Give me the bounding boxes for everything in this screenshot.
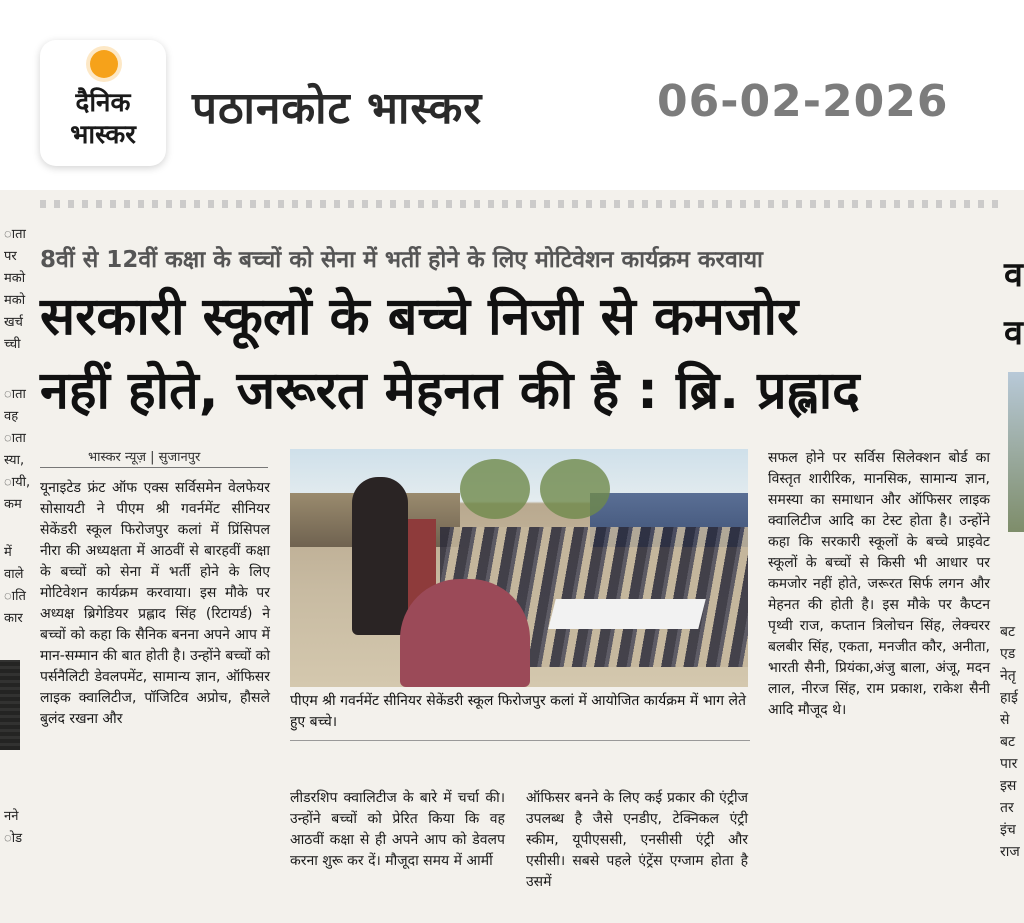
left-fragment: वाले <box>4 567 24 582</box>
article-kicker: 8वीं से 12वीं कक्षा के बच्चों को सेना में भर्ती होने के लिए मोटिवेशन कार्यक्रम करवाया <box>40 247 763 273</box>
article-photo <box>290 449 748 687</box>
right-fragment: नेतृ <box>1000 668 1016 684</box>
left-fragment: मको <box>4 271 26 286</box>
left-fragment: ोड <box>4 831 23 846</box>
article-column-3: ऑफिसर बनने के लिए कई प्रकार की एंट्रीज उपलब्ध है जैसे एनडीए, टेक्निकल एंट्री स्कीम, यूपीएससी, एनसीसी एंट्री और एसीसी। सबसे पहले एंट्रेंस एग्जाम होता है उसमें <box>526 790 748 890</box>
left-fragment: ायी, <box>4 475 31 490</box>
right-headline-fragment: व <box>1004 313 1023 353</box>
left-fragment: मको <box>4 293 26 308</box>
right-fragment: राज <box>1000 844 1020 860</box>
headline-line: नहीं होते, जरूरत मेहनत की है : ब्रि. प्रह्लाद <box>40 361 860 421</box>
article-column-4: सफल होने पर सर्विस सिलेक्शन बोर्ड का विस्तृत शारीरिक, मानसिक, सामान्य ज्ञान, समस्या का समाधान और ऑफिसर लाइक क्वालिटीज आदि का टेस्ट होता है। उन्होंने कहा कि सरकारी स्कूलों के बच्चे प्राइवेट स्कूलों के बच्चों से किसी भी आधार पर कमजोर नहीं होते, जरूरत सिर्फ लगन और मेहनत की होती है। इस मौके पर कैप्टन पृथ्वी राज, कप्तान त्रिलोचन सिंह, लेक्चरर बलबीर सिंह, एकता, मनजीत कौर, अनीता, भारती सैनी, प्रियंका,अंजु बाला, अंजू, मदन लाल, नीरज सिंह, राम प्रकाश, राकेश सैनी आदि मौजूद थे। <box>768 450 990 718</box>
left-fragment: स्या, <box>4 453 25 468</box>
top-cut-text-strip <box>40 200 1000 208</box>
left-fragment: नने <box>4 809 19 824</box>
dainik-bhaskar-logo[interactable] <box>40 40 166 166</box>
left-fragment: पर <box>4 249 17 264</box>
photo-seated-person <box>400 579 530 687</box>
right-adjacent-photo <box>1008 372 1024 532</box>
right-fragment: इंच <box>1000 822 1016 838</box>
left-fragment: वह <box>4 409 19 424</box>
right-fragment: तर <box>1000 800 1014 816</box>
right-fragment: पार <box>1000 756 1018 772</box>
left-fragment: च्ची <box>4 337 21 352</box>
edition-date: 06-02-2026 <box>657 76 949 127</box>
left-fragment: ाता <box>4 431 26 446</box>
photo-caption: पीएम श्री गवर्नमेंट सीनियर सेकेंडरी स्कूल फिरोजपुर कलां में आयोजित कार्यक्रम में भाग लेते हुए बच्चे। <box>290 693 746 730</box>
right-fragment: बट <box>1000 734 1016 750</box>
left-adjacent-column <box>0 224 30 923</box>
news-clipping <box>0 190 1024 923</box>
left-fragment: खर्च <box>4 315 23 330</box>
photo-table <box>548 599 705 629</box>
divider <box>290 740 750 741</box>
headline-line: सरकारी स्कूलों के बच्चे निजी से कमजोर <box>40 287 799 347</box>
logo-line2: भास्कर <box>70 120 136 150</box>
photo-speaker <box>352 477 408 635</box>
sun-icon <box>90 50 118 78</box>
left-fragment: में <box>4 545 12 560</box>
article-byline: भास्कर न्यूज़ | सुजानपुर <box>88 450 201 465</box>
left-fragment: कार <box>4 611 23 626</box>
right-fragment: इस <box>1000 778 1017 794</box>
left-fragment: ाता <box>4 387 26 402</box>
article-headline <box>40 280 970 428</box>
left-fragment: कम <box>4 497 22 512</box>
divider <box>40 467 268 468</box>
right-fragment: बट <box>1000 624 1016 640</box>
right-fragment: हाई <box>1000 690 1018 706</box>
left-fragment: ाता <box>4 227 26 242</box>
header <box>0 0 1024 185</box>
article-column-1: यूनाइटेड फ्रंट ऑफ एक्स सर्विसमेन वेलफेयर सोसायटी ने पीएम श्री गवर्नमेंट सीनियर सेकेंडरी स्कूल फिरोजपुर कलां में प्रिंसिपल नीरा की अध्यक्षता में आठवीं से बारहवीं कक्षा के बच्चों को सेना में भर्ती होने के लिए मोटिवेशन कार्यक्रम करवाया। इस मौके पर अध्यक्ष ब्रिगेडियर प्रह्लाद सिंह (रिटायर्ड) ने बच्चों को कहा कि सैनिक बनना अपने आप में मान-सम्मान की बात होती है। उन्होंने बच्चों को पर्सनैलिटी डेवलपमेंट, सामान्य ज्ञान, ऑफिसर लाइक क्वालिटीज, पॉजिटिव अप्रोच, हौसले बुलंद रखना और <box>40 480 270 727</box>
right-headline-fragment: व <box>1004 255 1023 295</box>
photo-tree <box>460 459 530 519</box>
right-fragment: से <box>1000 712 1010 728</box>
left-fragment: ाति <box>4 589 26 604</box>
article-column-2: लीडरशिप क्वालिटीज के बारे में चर्चा की। उन्होंने बच्चों को प्रेरित किया कि वह आठवीं कक्षा से ही अपने आप को डेवलप करना शुरू कर दें। मौजूदा समय में आर्मी <box>290 790 505 869</box>
edition-title: पठानकोट भास्कर <box>192 83 483 134</box>
right-fragment: एड <box>1000 646 1016 662</box>
qr-code-icon <box>0 660 20 750</box>
photo-tree <box>540 459 610 519</box>
logo-line1: दैनिक <box>75 88 131 118</box>
